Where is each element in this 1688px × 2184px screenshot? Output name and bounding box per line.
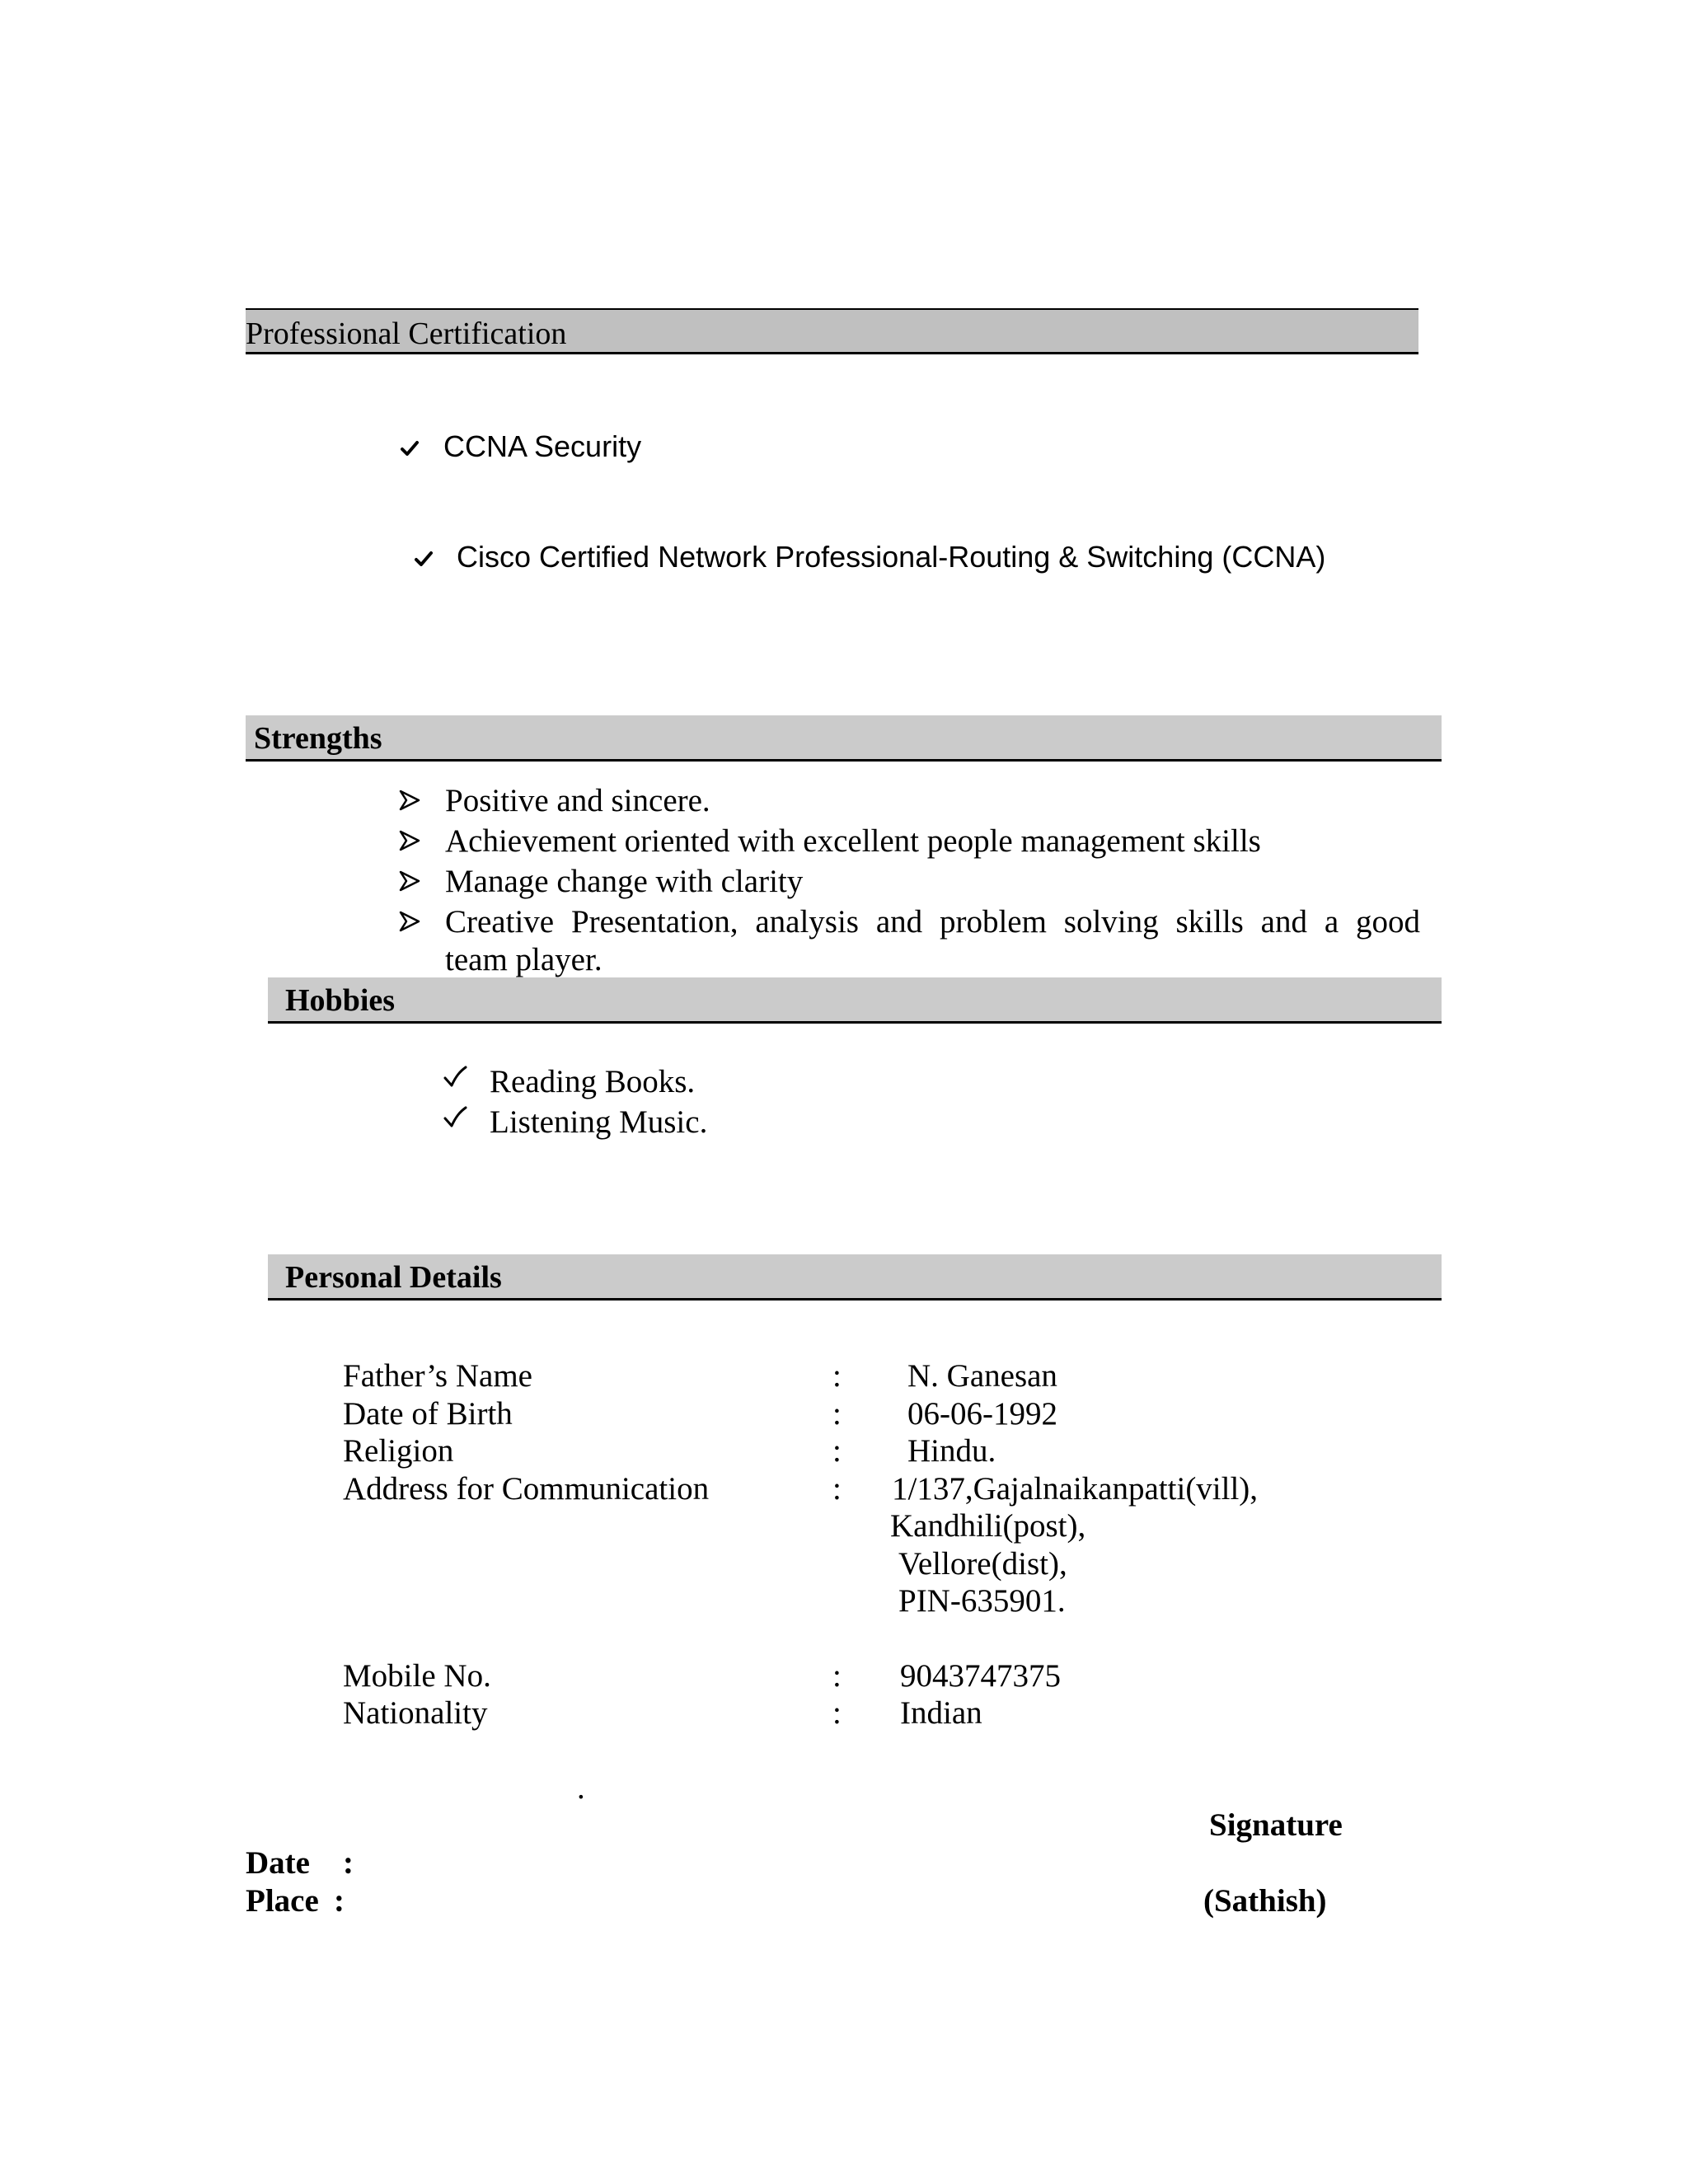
hobbies-header-bar xyxy=(268,977,1442,1024)
check-icon xyxy=(415,550,433,568)
hobbies-heading: Hobbies xyxy=(285,983,396,1018)
strength-item: Positive and sincere. xyxy=(445,783,710,818)
religion-value: Hindu. xyxy=(907,1433,996,1469)
strength-item-line2: team player. xyxy=(445,942,603,977)
strength-item-line1: Creative Presentation, analysis and problem solving skills and a good xyxy=(445,904,1420,940)
arrowhead-bullet-icon xyxy=(399,911,420,932)
date-label: Date xyxy=(246,1845,310,1881)
address-line: 1/137,Gajalnaikanpatti(vill), xyxy=(892,1471,1259,1507)
nationality-separator: : xyxy=(832,1695,842,1731)
certification-heading: Professional Certification xyxy=(246,316,567,351)
check-icon xyxy=(401,439,419,457)
checkmark-icon xyxy=(443,1105,467,1130)
fathers-name-value: N. Ganesan xyxy=(907,1358,1057,1394)
address-separator: : xyxy=(832,1471,842,1507)
address-label: Address for Communication xyxy=(343,1471,710,1507)
dob-separator: : xyxy=(832,1396,842,1432)
strengths-header-bar xyxy=(246,715,1442,762)
arrowhead-bullet-icon xyxy=(399,830,420,851)
address-line: Vellore(dist), xyxy=(898,1546,1067,1582)
arrowhead-bullet-icon xyxy=(399,790,420,811)
certification-item: CCNA Security xyxy=(443,429,642,463)
certification-item: Cisco Certified Network Professional-Routing & Switching (CCNA) xyxy=(457,540,1326,574)
strengths-heading: Strengths xyxy=(254,721,382,756)
place-separator: : xyxy=(334,1883,345,1919)
religion-label: Religion xyxy=(343,1433,454,1469)
nationality-label: Nationality xyxy=(343,1695,488,1731)
religion-separator: : xyxy=(832,1433,842,1469)
place-label: Place xyxy=(246,1883,319,1919)
personal-heading: Personal Details xyxy=(285,1260,502,1295)
dob-label: Date of Birth xyxy=(343,1396,513,1432)
hobby-item: Reading Books. xyxy=(490,1064,696,1099)
strength-item: Achievement oriented with excellent people management skills xyxy=(445,823,1261,859)
address-line: PIN-635901. xyxy=(898,1583,1066,1619)
signature-label: Signature xyxy=(1209,1807,1343,1843)
signer-name: (Sathish) xyxy=(1203,1883,1327,1919)
fathers-name-separator: : xyxy=(832,1358,842,1394)
fathers-name-label: Father’s Name xyxy=(343,1358,532,1394)
checkmark-icon xyxy=(443,1065,467,1090)
arrowhead-bullet-icon xyxy=(399,870,420,892)
mobile-label: Mobile No. xyxy=(343,1658,491,1694)
nationality-value: Indian xyxy=(900,1695,982,1731)
stray-dot: . xyxy=(577,1770,585,1806)
address-line: Kandhili(post), xyxy=(890,1508,1086,1544)
mobile-separator: : xyxy=(832,1658,842,1694)
strength-item: Manage change with clarity xyxy=(445,864,804,899)
hobby-item: Listening Music. xyxy=(490,1104,708,1140)
dob-value: 06-06-1992 xyxy=(907,1396,1057,1432)
date-separator: : xyxy=(343,1845,354,1881)
mobile-value: 9043747375 xyxy=(900,1658,1061,1694)
